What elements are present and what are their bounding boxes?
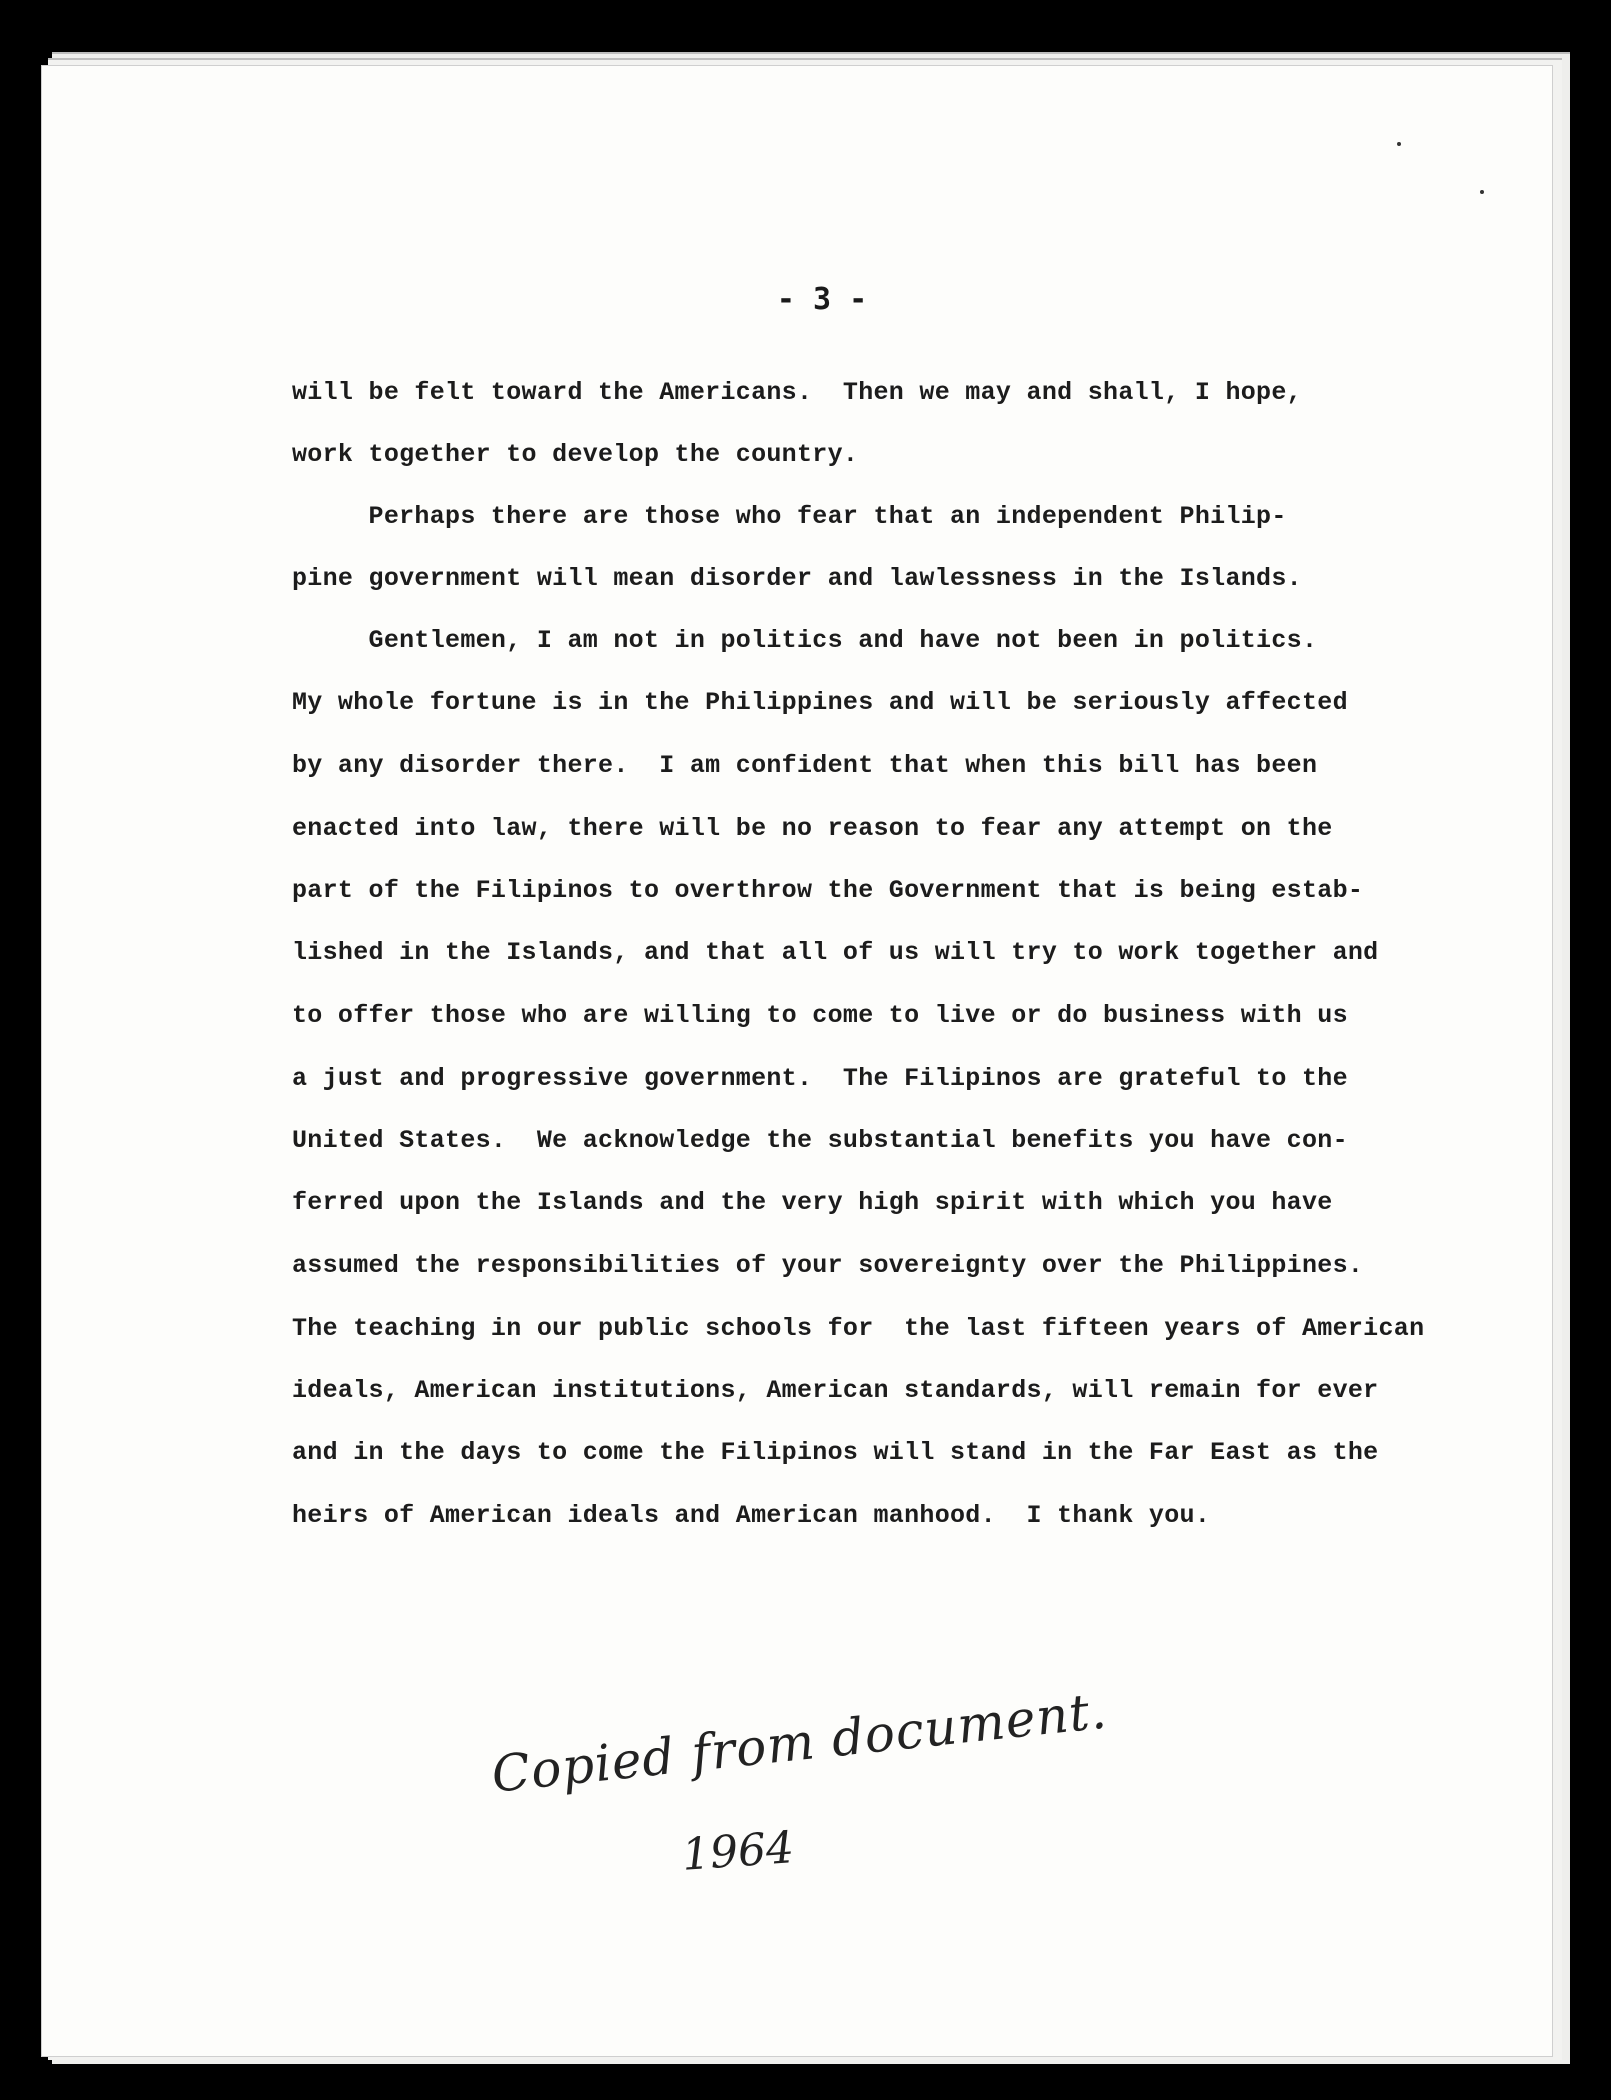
text-line: work together to develop the country.	[292, 440, 859, 469]
text-line: part of the Filipinos to overthrow the Government that is being estab-	[292, 876, 1364, 905]
text-line: and in the days to come the Filipinos will stand in the Far East as the	[292, 1438, 1379, 1467]
document-page	[42, 66, 1552, 2056]
text-line: ideals, American institutions, American standards, will remain for ever	[292, 1376, 1379, 1405]
speck	[1397, 142, 1401, 146]
text-line: pine government will mean disorder and lawlessness in the Islands.	[292, 564, 1302, 593]
page-number: - 3 -	[776, 282, 868, 317]
text-line: enacted into law, there will be no reason to fear any attempt on the	[292, 814, 1333, 843]
text-line: assumed the responsibilities of your sovereignty over the Philippines.	[292, 1251, 1364, 1280]
text-line: The teaching in our public schools for the last fifteen years of American	[292, 1314, 1425, 1343]
handwritten-note: Copied from document.	[488, 1681, 1110, 1804]
text-line: by any disorder there. I am confident that when this bill has been	[292, 751, 1318, 780]
text-line: a just and progressive government. The Filipinos are grateful to the	[292, 1064, 1348, 1093]
speck	[1480, 190, 1484, 194]
text-line: Gentlemen, I am not in politics and have not been in politics.	[292, 626, 1318, 655]
text-line: to offer those who are willing to come to live or do business with us	[292, 1001, 1348, 1030]
text-line: ferred upon the Islands and the very high spirit with which you have	[292, 1188, 1333, 1217]
text-line: My whole fortune is in the Philippines and will be seriously affected	[292, 688, 1348, 717]
text-line: will be felt toward the Americans. Then we may and shall, I hope,	[292, 378, 1302, 407]
text-line: heirs of American ideals and American manhood. I thank you.	[292, 1501, 1211, 1530]
text-line: Perhaps there are those who fear that an independent Philip-	[292, 502, 1287, 531]
text-line: United States. We acknowledge the substantial benefits you have con-	[292, 1126, 1348, 1155]
handwritten-year: 1964	[680, 1822, 796, 1881]
text-line: lished in the Islands, and that all of us will try to work together and	[292, 938, 1379, 967]
